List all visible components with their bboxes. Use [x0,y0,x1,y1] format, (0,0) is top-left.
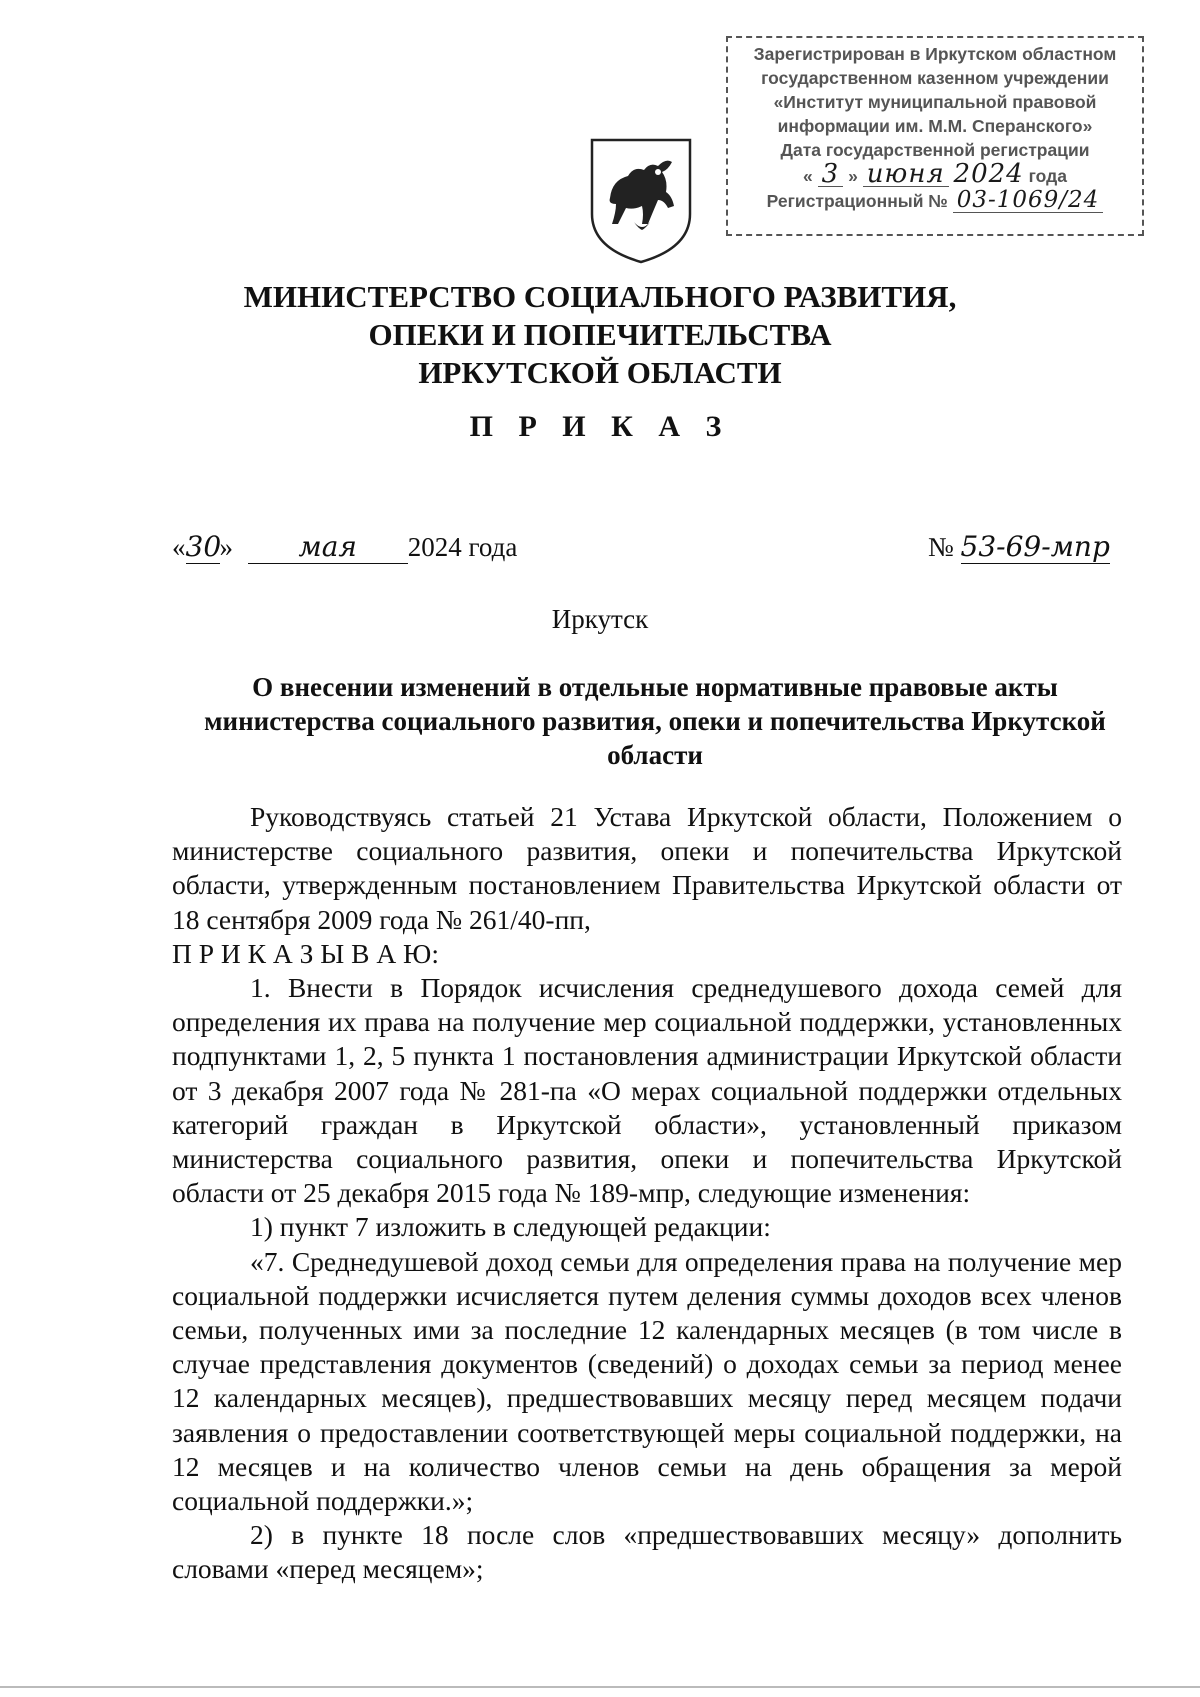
city-name: Иркутск [551,604,649,634]
stamp-date-day: 3 [818,162,844,187]
subject-line: области [607,740,703,770]
stamp-date-open: « [803,166,813,186]
order-subject [170,670,1140,772]
subject-line: министерства социального развития, опеки и попечительства Иркутской [204,706,1106,736]
date-day: 30 [185,530,222,563]
order-title: П Р И К А З [469,410,731,443]
stamp-line: информации им. М.М. Сперанского» [777,116,1093,136]
stamp-line: «Институт муниципальной правовой [773,92,1097,112]
order-date [172,530,517,564]
order-body [172,800,1122,1587]
registration-stamp [726,36,1144,236]
order-word: П Р И К А З Ы В А Ю: [172,937,439,969]
body-paragraph: 1) пункт 7 изложить в следующей редакции: [250,1211,771,1243]
subject-line: О внесении изменений в отдельные нормативные правовые акты [252,672,1058,702]
ministry-name-line: ОПЕКИ И ПОПЕЧИТЕЛЬСТВА [368,317,832,352]
stamp-date-year: 2024 [953,159,1024,189]
date-year: 2024 года [407,532,518,562]
date-open-quote: « [172,532,186,562]
stamp-line: Дата государственной регистрации [780,140,1090,160]
body-paragraph: 1. Внести в Порядок исчисления среднедушевого дохода семей для определения их права на получение мер социальной поддержки, установленных подпунктами 1, 2, 5 пункта 1 постановления администрации Иркутской области от 3 декабря 2007 года № 281-па «О мерах социальной поддержки отдельных категорий граждан в Иркутской области», установленный приказом министерства социального развития, опеки и попечительства Иркутской области от 25 декабря 2015 года № 189-мпр, следующие изменения: [172,972,1122,1209]
stamp-date-line [734,159,1136,189]
number-value: 53-69-мпр [960,530,1110,563]
stamp-reg-label: Регистрационный № [766,191,948,211]
ministry-name-line: ИРКУТСКОЙ ОБЛАСТИ [418,355,782,390]
stamp-reg-number: 03-1069/24 [953,188,1104,213]
stamp-date-suffix: года [1028,166,1067,186]
number-label: № [928,532,954,562]
stamp-line: Зарегистрирован в Иркутском областном [753,44,1117,64]
coat-of-arms-icon [588,136,694,266]
stamp-date-month: июня [863,162,949,187]
date-month: мая [248,530,408,564]
body-paragraph: Руководствуясь статьей 21 Устава Иркутской области, Положением о министерстве социального развития, опеки и попечительства Иркутской области, утвержденным постановлением Правительства Иркутской области от 18 сентября 2009 года № 261/40-пп, [172,801,1122,935]
stamp-date-mid: » [848,166,858,186]
stamp-reg-line [734,188,1136,213]
body-paragraph: 2) в пункте 18 после слов «предшествовавших месяцу» дополнить словами «перед месяцем»; [172,1519,1122,1585]
ministry-name-line: МИНИСТЕРСТВО СОЦИАЛЬНОГО РАЗВИТИЯ, [243,279,957,314]
stamp-line: государственном казенном учреждении [761,68,1109,88]
order-number [928,530,1110,564]
date-close-quote: » [219,532,233,562]
body-paragraph: «7. Среднедушевой доход семьи для определения права на получение мер социальной поддержки исчисляется путем деления суммы доходов всех членов семьи, полученных ими за последние 12 календарных месяцев (в том числе в случае представления документов (сведений) о доходах семьи за период менее 12 календарных месяцев), предшествовавших месяцу перед месяцем подачи заявления о предоставлении соответствующей меры социальной поддержки, на 12 месяцев и на количество членов семьи на день обращения за мерой социальной поддержки.»; [172,1245,1122,1517]
page-bottom-edge [0,1686,1200,1688]
